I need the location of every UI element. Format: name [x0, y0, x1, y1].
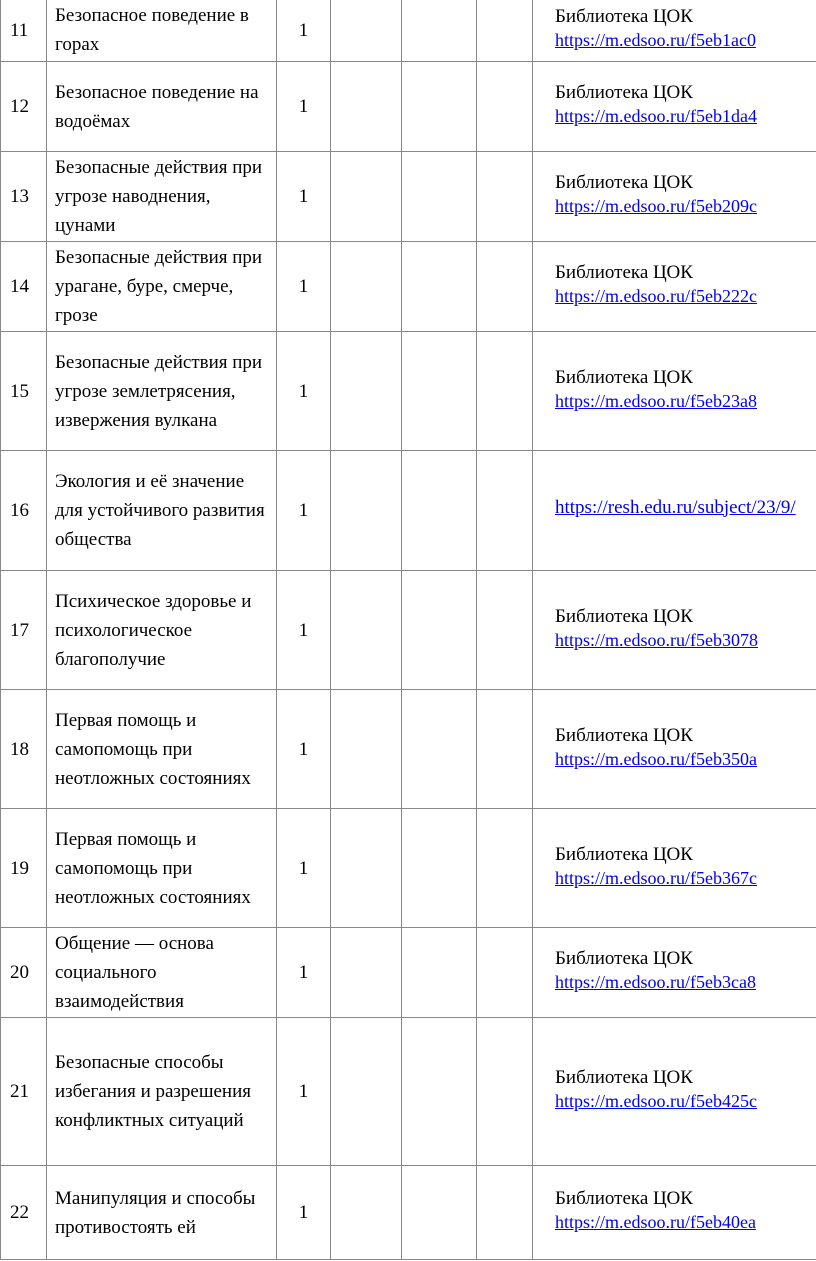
lesson-number: 21: [1, 1018, 47, 1166]
resource-cell: [533, 1018, 816, 1166]
empty-cell: [402, 809, 477, 928]
lesson-hours: 1: [277, 571, 331, 690]
empty-cell: [402, 1166, 477, 1260]
lesson-hours: 1: [277, 242, 331, 332]
resource-link[interactable]: https://resh.edu.ru/subject/23/9/: [555, 496, 796, 518]
resource-link[interactable]: https://m.edsoo.ru/f5eb23a8: [555, 390, 757, 411]
table-row: [1, 332, 816, 451]
empty-cell: [331, 332, 402, 451]
lesson-number: 17: [1, 571, 47, 690]
empty-cell: [331, 242, 402, 332]
lesson-hours: 1: [277, 1166, 331, 1260]
resource-title: Библиотека ЦОК: [555, 172, 693, 193]
lesson-hours: 1: [277, 1018, 331, 1166]
lesson-topic: Первая помощь и самопомощь при неотложных состояниях: [47, 809, 277, 928]
empty-cell: [331, 928, 402, 1018]
lesson-hours: 1: [277, 332, 331, 451]
empty-cell: [477, 152, 533, 242]
lesson-topic: Первая помощь и самопомощь при неотложных состояниях: [47, 690, 277, 809]
lesson-number: 13: [1, 152, 47, 242]
lesson-number: 22: [1, 1166, 47, 1260]
resource-cell: [533, 62, 816, 152]
lesson-topic: Экология и её значение для устойчивого развития общества: [47, 451, 277, 571]
empty-cell: [331, 451, 402, 571]
lesson-number: 11: [1, 0, 47, 62]
empty-cell: [477, 809, 533, 928]
empty-cell: [331, 1166, 402, 1260]
empty-cell: [477, 242, 533, 332]
lesson-topic: Безопасные действия при угрозе землетрясения, извержения вулкана: [47, 332, 277, 451]
lesson-topic: Безопасные способы избегания и разрешения конфликтных ситуаций: [47, 1018, 277, 1166]
resource-cell: [533, 928, 816, 1018]
resource-title: Библиотека ЦОК: [555, 5, 693, 27]
resource-title: Библиотека ЦОК: [555, 1188, 693, 1209]
empty-cell: [331, 690, 402, 809]
resource-title: Библиотека ЦОК: [555, 262, 693, 283]
lesson-topic: Безопасные действия при угрозе наводнения, цунами: [47, 152, 277, 242]
empty-cell: [402, 152, 477, 242]
resource-title: Библиотека ЦОК: [555, 82, 693, 103]
lesson-topic: Манипуляция и способы противостоять ей: [47, 1166, 277, 1260]
resource-title: Библиотека ЦОК: [555, 605, 693, 627]
table-row: [1, 571, 816, 690]
lesson-number: 16: [1, 451, 47, 571]
lesson-number: 19: [1, 809, 47, 928]
resource-link[interactable]: https://m.edsoo.ru/f5eb3078: [555, 629, 758, 650]
resource-cell: [533, 332, 816, 451]
resource-title: Библиотека ЦОК: [555, 724, 693, 746]
empty-cell: [331, 62, 402, 152]
lesson-topic: Психическое здоровье и психологическое благополучие: [47, 571, 277, 690]
resource-cell: [533, 571, 816, 690]
empty-cell: [402, 242, 477, 332]
empty-cell: [331, 1018, 402, 1166]
resource-link[interactable]: https://m.edsoo.ru/f5eb367c: [555, 867, 757, 888]
resource-title: Библиотека ЦОК: [555, 1067, 693, 1088]
empty-cell: [477, 451, 533, 571]
table-row: [1, 1018, 816, 1166]
lesson-hours: 1: [277, 928, 331, 1018]
table-row: [1, 690, 816, 809]
resource-cell: [533, 451, 816, 571]
empty-cell: [331, 571, 402, 690]
empty-cell: [402, 1018, 477, 1166]
empty-cell: [331, 809, 402, 928]
empty-cell: [477, 1166, 533, 1260]
resource-title: Библиотека ЦОК: [555, 948, 693, 969]
resource-cell: [533, 1166, 816, 1260]
empty-cell: [402, 928, 477, 1018]
table-row: [1, 242, 816, 332]
lesson-topic: Общение — основа социального взаимодействия: [47, 928, 277, 1018]
resource-link[interactable]: https://m.edsoo.ru/f5eb1da4: [555, 106, 757, 126]
empty-cell: [402, 571, 477, 690]
table-row: [1, 1166, 816, 1260]
empty-cell: [402, 62, 477, 152]
lesson-hours: 1: [277, 0, 331, 62]
empty-cell: [477, 0, 533, 62]
empty-cell: [331, 152, 402, 242]
empty-cell: [402, 690, 477, 809]
lesson-number: 18: [1, 690, 47, 809]
table-row: [1, 0, 816, 62]
empty-cell: [477, 690, 533, 809]
lesson-topic: Безопасное поведение в горах: [47, 0, 277, 62]
table-row: [1, 809, 816, 928]
empty-cell: [331, 0, 402, 62]
resource-cell: [533, 0, 816, 62]
table-row: [1, 928, 816, 1018]
lesson-hours: 1: [277, 451, 331, 571]
lesson-number: 12: [1, 62, 47, 152]
lesson-hours: 1: [277, 809, 331, 928]
empty-cell: [402, 0, 477, 62]
lesson-hours: 1: [277, 152, 331, 242]
table-row: [1, 152, 816, 242]
resource-link[interactable]: https://m.edsoo.ru/f5eb425c: [555, 1091, 757, 1111]
resource-title: Библиотека ЦОК: [555, 366, 693, 388]
lesson-number: 20: [1, 928, 47, 1018]
lesson-number: 15: [1, 332, 47, 451]
empty-cell: [402, 451, 477, 571]
resource-cell: [533, 152, 816, 242]
empty-cell: [477, 1018, 533, 1166]
lesson-table-body: [1, 0, 816, 1260]
resource-link[interactable]: https://m.edsoo.ru/f5eb350a: [555, 748, 757, 769]
empty-cell: [477, 62, 533, 152]
lesson-number: 14: [1, 242, 47, 332]
resource-cell: [533, 242, 816, 332]
empty-cell: [477, 332, 533, 451]
resource-cell: [533, 809, 816, 928]
lesson-hours: 1: [277, 62, 331, 152]
empty-cell: [477, 571, 533, 690]
resource-cell: [533, 690, 816, 809]
resource-link[interactable]: https://m.edsoo.ru/f5eb222c: [555, 286, 757, 306]
resource-link[interactable]: https://m.edsoo.ru/f5eb3ca8: [555, 972, 756, 992]
resource-link[interactable]: https://m.edsoo.ru/f5eb209c: [555, 196, 757, 216]
lesson-hours: 1: [277, 690, 331, 809]
empty-cell: [477, 928, 533, 1018]
table-row: [1, 62, 816, 152]
table-row: [1, 451, 816, 571]
resource-title: Библиотека ЦОК: [555, 843, 693, 865]
empty-cell: [402, 332, 477, 451]
resource-link[interactable]: https://m.edsoo.ru/f5eb1ac0: [555, 29, 756, 50]
lesson-topic: Безопасные действия при урагане, буре, смерче, грозе: [47, 242, 277, 332]
lesson-topic: Безопасное поведение на водоёмах: [47, 62, 277, 152]
resource-link[interactable]: https://m.edsoo.ru/f5eb40ea: [555, 1212, 756, 1232]
